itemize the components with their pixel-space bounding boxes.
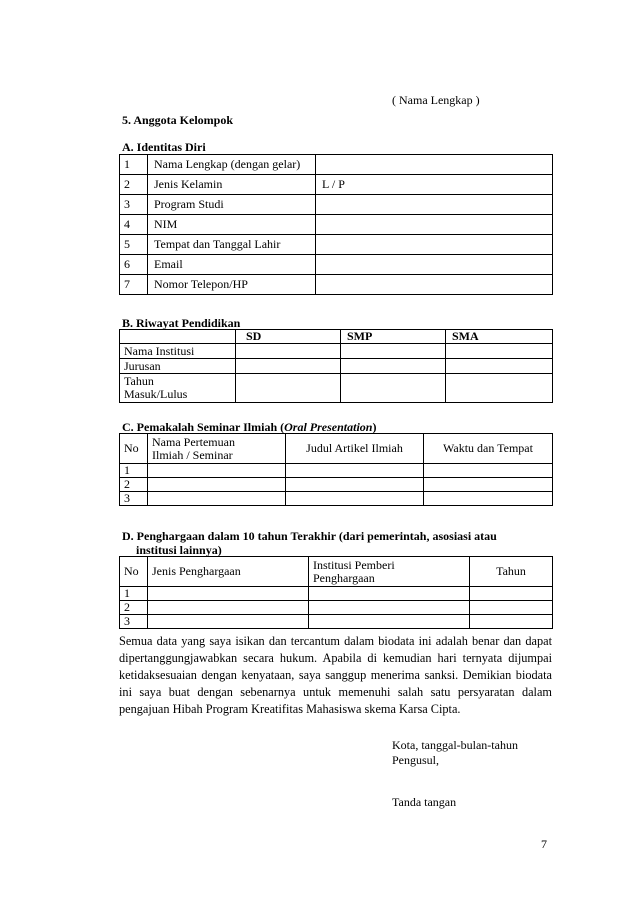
identity-row-number: 4 [120,215,148,235]
section-d-heading-line2: institusi lainnya) [136,543,222,557]
identity-row-value [316,215,553,235]
award-table [119,556,553,629]
education-row-label: Jurusan [120,359,236,374]
seminar-table [119,433,553,506]
signature-sign-label: Tanda tangan [392,795,457,809]
award-col-institution-line1: Institusi Pemberi [313,557,395,572]
identity-row-label: Nama Lengkap (dengan gelar) [148,155,316,175]
identity-row [120,235,553,255]
education-table [119,329,553,403]
award-col-institution-line2: Penghargaan [313,570,375,585]
identity-row-number: 3 [120,195,148,215]
identity-row-number: 5 [120,235,148,255]
award-row-cell [309,587,470,601]
identity-row [120,155,553,175]
education-cell [236,374,341,403]
seminar-row-cell [148,478,286,492]
seminar-col-title: Judul Artikel Ilmiah [286,434,424,464]
award-col-type: Jenis Penghargaan [148,557,309,587]
identity-row-value: L / P [316,175,553,195]
section-c-heading-suffix: ) [372,420,377,434]
section-a-heading: A. Identitas Diri [122,140,206,154]
award-row-number: 1 [120,587,148,601]
education-col-smp: SMP [341,330,446,344]
education-col-sd: SD [236,330,341,344]
award-col-no: No [120,557,148,587]
seminar-row-cell [424,464,553,478]
seminar-row-cell [424,492,553,506]
seminar-row-number: 2 [120,478,148,492]
award-row-number: 2 [120,601,148,615]
award-row-cell [148,601,309,615]
award-row [120,615,553,629]
education-col-sma: SMA [446,330,553,344]
seminar-row-cell [148,492,286,506]
award-row-cell [309,615,470,629]
seminar-col-name-line1: Nama Pertemuan [152,434,235,449]
seminar-row-number: 3 [120,492,148,506]
award-col-institution [309,557,470,587]
section-heading: 5. Anggota Kelompok [122,113,234,127]
education-cell [446,374,553,403]
section-c-heading-italic: Oral Presentation [284,420,373,434]
identity-row-value [316,195,553,215]
identity-row-value [316,275,553,295]
identity-table [119,154,553,295]
award-row [120,587,553,601]
award-row-cell [309,601,470,615]
award-row [120,601,553,615]
identity-row-number: 2 [120,175,148,195]
education-cell [341,344,446,359]
education-row-label: Nama Institusi [120,344,236,359]
statement-paragraph: Semua data yang saya isikan dan tercantum dalam biodata ini adalah benar dan dapat dipertanggungjawabkan secara hukum. Apabila di kemudian hari ternyata dijumpai ketidaksesuaian dengan kenyataan, saya sanggup menerima sanksi. Demikian biodata ini saya buat dengan sebenarnya untuk memenuhi salah satu persyaratan dalam pengajuan Hibah Program Kreatifitas Mahasiswa skema Karsa Cipta. [119,634,552,716]
seminar-col-no: No [120,434,148,464]
identity-row-value [316,255,553,275]
seminar-row-cell [286,492,424,506]
seminar-row-cell [148,464,286,478]
identity-row-number: 6 [120,255,148,275]
identity-row-number: 1 [120,155,148,175]
seminar-row-cell [286,478,424,492]
education-row-label-line1: Tahun [124,374,154,388]
identity-row [120,215,553,235]
identity-row [120,175,553,195]
section-c-heading-prefix: C. Pemakalah Seminar Ilmiah ( [122,420,285,434]
award-col-year: Tahun [470,557,553,587]
award-row-cell [148,587,309,601]
section-d-heading-line1: D. Penghargaan dalam 10 tahun Terakhir (dari pemerintah, asosiasi atau [122,529,497,543]
seminar-row [120,478,553,492]
top-name-placeholder: ( Nama Lengkap ) [392,93,480,107]
identity-row-value [316,155,553,175]
identity-row-label: NIM [148,215,316,235]
seminar-col-time: Waktu dan Tempat [424,434,553,464]
identity-row-label: Jenis Kelamin [148,175,316,195]
seminar-col-name-line2: Ilmiah / Seminar [152,447,233,462]
seminar-row [120,492,553,506]
seminar-row-cell [286,464,424,478]
identity-row [120,255,553,275]
education-cell [446,344,553,359]
education-row-label-line2: Masuk/Lulus [124,387,188,401]
award-row-cell [148,615,309,629]
education-cell [446,359,553,374]
seminar-row [120,464,553,478]
education-cell [341,359,446,374]
identity-row-number: 7 [120,275,148,295]
education-cell [236,359,341,374]
section-b-heading: B. Riwayat Pendidikan [122,316,241,330]
signature-place-date: Kota, tanggal-bulan-tahun [392,738,518,752]
seminar-row-number: 1 [120,464,148,478]
identity-row-label: Program Studi [148,195,316,215]
award-row-cell [470,587,553,601]
education-cell [236,344,341,359]
identity-row-label: Email [148,255,316,275]
identity-row [120,275,553,295]
identity-row-label: Nomor Telepon/HP [148,275,316,295]
signature-role: Pengusul, [392,753,440,767]
education-cell [341,374,446,403]
identity-row-label: Tempat dan Tanggal Lahir [148,235,316,255]
page-number: 7 [541,837,547,851]
award-row-number: 3 [120,615,148,629]
identity-row [120,195,553,215]
seminar-col-name [148,434,286,464]
education-row-label [120,374,236,403]
identity-row-value [316,235,553,255]
award-row-cell [470,615,553,629]
award-row-cell [470,601,553,615]
seminar-row-cell [424,478,553,492]
education-header-blank [120,330,236,344]
